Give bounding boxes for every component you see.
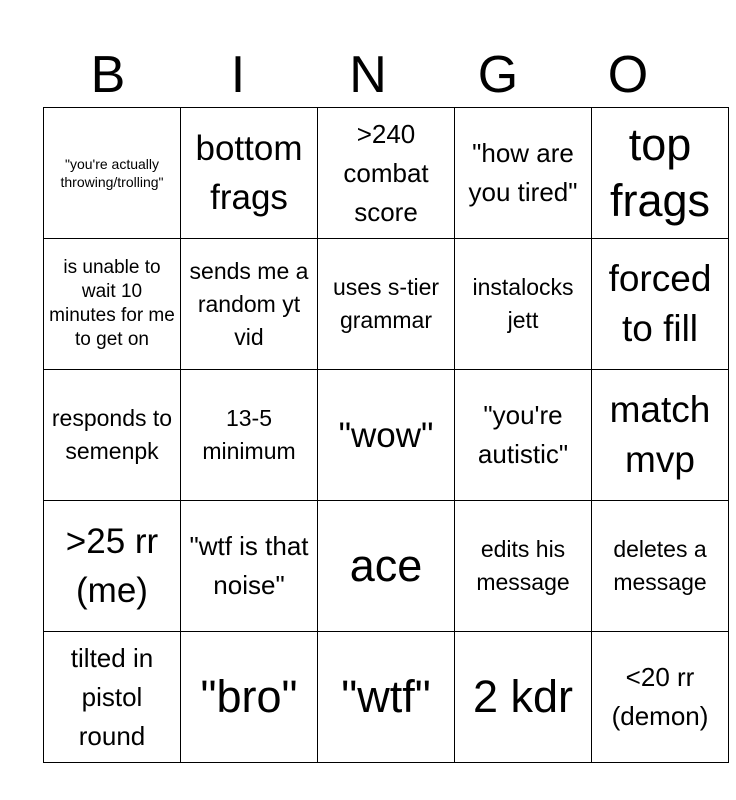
board-row-3: [44, 370, 729, 501]
header-letter-g: G: [477, 46, 519, 104]
bingo-cell[interactable]: 2 kdr: [455, 632, 592, 763]
bingo-cell[interactable]: "you're actually throwing/trolling": [44, 108, 181, 239]
bingo-board: [43, 107, 729, 763]
bingo-cell[interactable]: match mvp: [592, 370, 729, 501]
bingo-cell[interactable]: "how are you tired": [455, 108, 592, 239]
header-letter-n: N: [349, 46, 387, 104]
bingo-cell[interactable]: <20 rr (demon): [592, 632, 729, 763]
header-letter-b: B: [90, 46, 126, 104]
bingo-header: [43, 44, 693, 106]
board-row-1: [44, 108, 729, 239]
bingo-cell[interactable]: "wtf is that noise": [181, 501, 318, 632]
bingo-cell[interactable]: sends me a random yt vid: [181, 239, 318, 370]
bingo-cell[interactable]: bottom frags: [181, 108, 318, 239]
board-row-2: [44, 239, 729, 370]
bingo-cell[interactable]: "bro": [181, 632, 318, 763]
bingo-cell[interactable]: top frags: [592, 108, 729, 239]
bingo-cell[interactable]: uses s-tier grammar: [318, 239, 455, 370]
bingo-cell[interactable]: forced to fill: [592, 239, 729, 370]
board-row-5: [44, 632, 729, 763]
board-row-4: [44, 501, 729, 632]
bingo-cell[interactable]: >240 combat score: [318, 108, 455, 239]
header-letter-o: O: [607, 46, 649, 104]
bingo-cell[interactable]: tilted in pistol round: [44, 632, 181, 763]
bingo-cell[interactable]: responds to semenpk: [44, 370, 181, 501]
header-letter-i: I: [230, 46, 246, 104]
bingo-cell[interactable]: >25 rr (me): [44, 501, 181, 632]
bingo-cell[interactable]: "you're autistic": [455, 370, 592, 501]
bingo-cell[interactable]: instalocks jett: [455, 239, 592, 370]
bingo-cell[interactable]: is unable to wait 10 minutes for me to get on: [44, 239, 181, 370]
bingo-cell[interactable]: "wow": [318, 370, 455, 501]
bingo-cell[interactable]: edits his message: [455, 501, 592, 632]
bingo-cell[interactable]: "wtf": [318, 632, 455, 763]
bingo-cell[interactable]: ace: [318, 501, 455, 632]
bingo-cell[interactable]: 13-5 minimum: [181, 370, 318, 501]
bingo-cell[interactable]: deletes a message: [592, 501, 729, 632]
